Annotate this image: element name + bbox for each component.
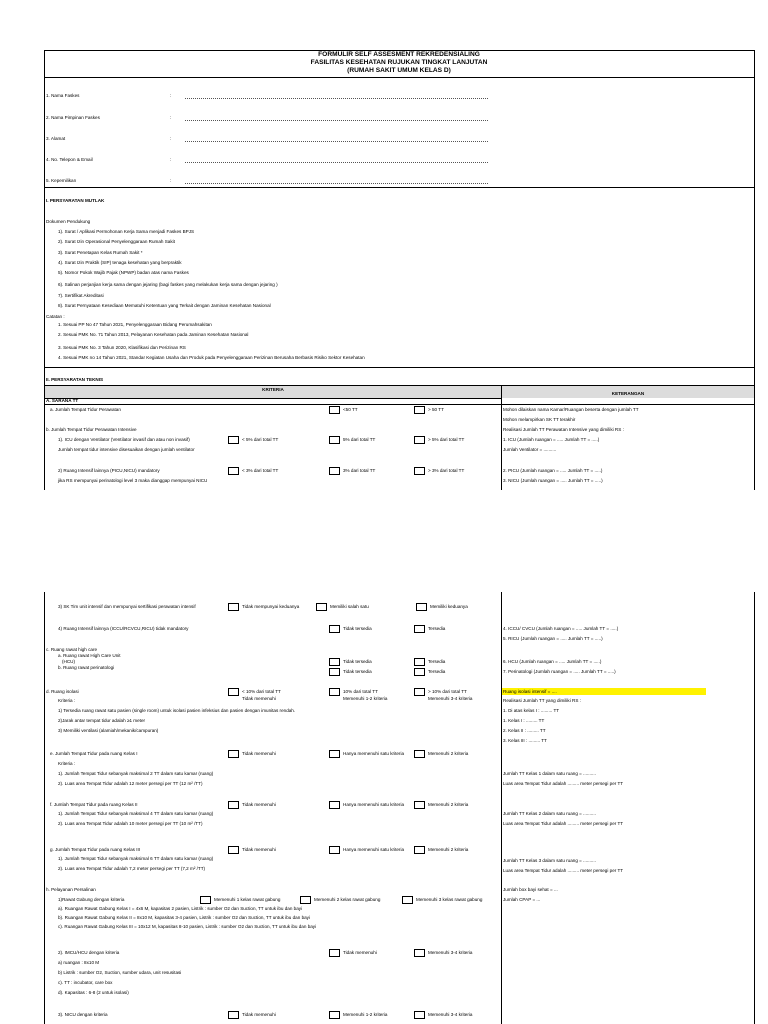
row-3-label: 3) SK Tim unit intensif dan mempunyai sertifikasi perawatan intensif bbox=[58, 604, 196, 609]
checkbox-g-opt3[interactable] bbox=[414, 846, 425, 854]
field-colon: : bbox=[170, 93, 172, 98]
row-b1-label: 1). ICU dengan Ventilator (Ventilator invasif dan atau non invasif) bbox=[58, 437, 190, 442]
row-c-b: b. Ruang rawat perinatologi bbox=[58, 665, 115, 670]
row-b2-ket2: 3. NICU (Jumlah ruangan = ..... Jumlah TT = .....) bbox=[503, 478, 603, 483]
row-h1-criterion: b). Ruangan Rawat Gabung Kelas II = 8x10 M, kapasitas 3-4 pasien, Listrik : sumber O2 dan Suction, TT untuk ibu dan bayi bbox=[58, 915, 310, 920]
checkbox-h1-opt2[interactable] bbox=[300, 896, 311, 904]
field-label-kepemilikan: 5. Kepemilikan bbox=[46, 178, 77, 183]
row-d-label: d. Ruang isolasi bbox=[46, 689, 79, 694]
dokumen-item: 4). Surat Izin Praktik (SIP) tenaga kesehatan yang berpraktik bbox=[58, 260, 182, 265]
checkbox-h1-opt3[interactable] bbox=[402, 896, 413, 904]
row-a-opt2-label: > 50 TT bbox=[428, 407, 444, 412]
row-b2-label: 2) Ruang Intensif lainnya (PICU,NICU) mandatory bbox=[58, 468, 160, 473]
dokumen-item: 1). Surat / Aplikasi Permohonan Kerja Sama menjadi Faskes BPJS bbox=[58, 229, 195, 234]
row-f-criterion: 1). Jumlah Tempat Tidur sebanyak maksimal 4 TT dalam satu kamar (ruang) bbox=[58, 811, 214, 816]
row-h1-label: 1)Rawat Gabung dengan kriteria bbox=[58, 897, 125, 902]
row-b2-opt3-label: > 3% dari total TT bbox=[428, 468, 465, 473]
dokumen-item: 6). Salinan perjanjian kerja sama dengan jejaring (bagi faskes yang melakukan kerja sama dengan jejaring ) bbox=[58, 282, 278, 287]
row-4-ket2: 5. RICU (Jumlah ruangan = ..... Jumlah TT = .....) bbox=[503, 636, 603, 641]
row-3-opt3-label: Memiliki keduanya bbox=[430, 604, 468, 609]
row-b1-opt2-label: 5% dari total TT bbox=[343, 437, 376, 442]
row-h2-criterion: c). TT : incubator, care box bbox=[58, 980, 113, 985]
checkbox-3-opt3[interactable] bbox=[416, 603, 427, 611]
row-d-opt1-label: < 10% dari total TT bbox=[242, 689, 281, 694]
dokumen-item: 8). Surat Pernyataan Kesediaan Mematuhi Ketentuan yang Terkait dengan Jaminan Kesehatan Nasional bbox=[58, 303, 271, 308]
checkbox-f-opt2[interactable] bbox=[329, 801, 340, 809]
column-divider bbox=[501, 592, 502, 1024]
row-g-criterion: 2). Luas area Tempat Tidur adalah 7,2 meter persegi per TT (7,2 m² /TT) bbox=[58, 866, 206, 871]
row-b2-sub: jika RS mempunyai perinatologi level 3 maka dianggap mempunyai NICU bbox=[58, 478, 208, 483]
row-a-ket2: Mohon melampirkan SK TT terakhir bbox=[503, 417, 576, 422]
row-d-opt1b-label: Tidak memenuhi bbox=[242, 696, 276, 701]
dokumen-item: 2). Surat Izin Operasional Penyelenggaraan Rumah Sakit bbox=[58, 239, 175, 244]
checkbox-h2-opt2[interactable] bbox=[414, 949, 425, 957]
checkbox-d-opt1[interactable] bbox=[228, 688, 239, 696]
catatan-label: Catatan : bbox=[46, 314, 65, 319]
row-h-opt2-label: Memenuhi 2 kelas rawat gabung bbox=[314, 897, 381, 902]
row-f-opt2-label: Hanya memenuhi satu kriteria bbox=[343, 802, 405, 807]
field-label-telepon-email: 4. No. Telepon & Email bbox=[46, 157, 93, 162]
row-e-label: e. Jumlah Tempat Tidur pada ruang Kelas I bbox=[50, 751, 138, 756]
row-h2-criterion: d). Kapasitas : 6-8 (2 untuk isolasi) bbox=[58, 990, 129, 995]
dokumen-item: 3). Surat Penetapan Kelas Rumah Sakit * bbox=[58, 250, 143, 255]
row-d-opt2-label: 10% dari total TT bbox=[343, 689, 378, 694]
row-d-opt3b-label: Memenuhi 3-4 kriteria bbox=[428, 696, 473, 701]
column-divider bbox=[501, 386, 502, 490]
row-d-ket5: 3. Kelas III : ......... TT bbox=[503, 738, 547, 743]
checkbox-c-hcu-opt2[interactable] bbox=[414, 658, 425, 666]
checkbox-g-opt1[interactable] bbox=[228, 846, 239, 854]
checkbox-c-perinatologi-opt1[interactable] bbox=[329, 668, 340, 676]
row-h1-criterion: a). Ruangan Rawat Gabung Kelas I = 4x6 M, kapasitas 2 pasien, Listrik : sumber O2 dan Suction, TT untuk ibu dan bayi bbox=[58, 906, 303, 911]
row-f-opt1-label: Tidak memenuhi bbox=[242, 802, 276, 807]
row-d-ket2: 1. Di atas kelas I : ......... TT bbox=[503, 708, 560, 713]
row-e-opt3-label: Memenuhi 2 kriteria bbox=[428, 751, 469, 756]
row-b2-ket1: 2. PICU (Jumlah ruangan = ..... Jumlah TT = .....) bbox=[503, 468, 603, 473]
header-divider-2 bbox=[44, 404, 755, 405]
row-g-opt3-label: Memenuhi 2 kriteria bbox=[428, 847, 469, 852]
row-e-opt2-label: Hanya memenuhi satu kriteria bbox=[343, 751, 405, 756]
checkbox-g-opt2[interactable] bbox=[329, 846, 340, 854]
row-h-opt3-label: Memenuhi 3 kelas rawat gabung bbox=[416, 897, 483, 902]
column-header-kriteria: KRITERIA bbox=[262, 387, 284, 392]
form-page-1 bbox=[0, 0, 768, 490]
row-a-label: a. Jumlah Tempat Tidur Perawatan bbox=[50, 407, 121, 412]
row-f-label: f. Jumlah Tempat Tidur pada ruang Kelas II bbox=[50, 802, 138, 807]
checkbox-a-opt2[interactable] bbox=[414, 406, 425, 414]
field-label-alamat: 3. Alamat bbox=[46, 136, 66, 141]
row-c-opt1-label: Tidak tersedia bbox=[343, 669, 372, 674]
row-c-label: c. Ruang rawat high care bbox=[46, 647, 98, 652]
sub-heading-sarana-tt: A. SARANA TT bbox=[46, 398, 79, 403]
row-f-ket2: Luas area Tempat Tidur adalah ......... meter persegi per TT bbox=[503, 821, 624, 826]
row-c-opt2-label: Tersedia bbox=[428, 659, 446, 664]
checkbox-b1-opt2[interactable] bbox=[329, 436, 340, 444]
dokumen-pendukung-label: Dokumen Pendukung bbox=[46, 219, 91, 224]
field-colon: : bbox=[170, 157, 172, 162]
checkbox-d-opt3[interactable] bbox=[414, 688, 425, 696]
row-b-ket: Realisasi Jumlah TT Perawatan Intensive yang dimiliki RS : bbox=[503, 427, 624, 432]
row-h-label: h. Pelayanan Persalinan bbox=[46, 887, 96, 892]
title-divider bbox=[44, 77, 755, 78]
row-4-opt1-label: Tidak tersedia bbox=[343, 626, 372, 631]
row-h-ket2: Jumlah CPAP = ... bbox=[503, 897, 541, 902]
checkbox-e-opt2[interactable] bbox=[329, 750, 340, 758]
row-e-ket1: Jumlah TT Kelas 1 dalam satu ruang = .......... bbox=[503, 771, 596, 776]
form-page-2 bbox=[0, 592, 768, 1024]
row-g-ket2: Luas area Tempat Tidur adalah ......... meter persegi per TT bbox=[503, 868, 624, 873]
checkbox-h3-opt2[interactable] bbox=[329, 1011, 340, 1019]
form-title-line-3: (RUMAH SAKIT UMUM KELAS D) bbox=[347, 67, 451, 74]
row-b2-opt1-label: < 3% dari total TT bbox=[242, 468, 279, 473]
section-heading-persyaratan-mutlak: I. PERSYARATAN MUTLAK bbox=[46, 198, 105, 203]
form-title-line-1: FORMULIR SELF ASSESMENT REKREDENSIALING bbox=[318, 51, 480, 58]
row-e-ket2: Luas area Tempat Tidur adalah ......... meter persegi per TT bbox=[503, 781, 624, 786]
row-d-ket3: 1. Kelas I : ......... TT bbox=[503, 718, 545, 723]
checkbox-b2-opt2[interactable] bbox=[329, 467, 340, 475]
row-e-opt1-label: Tidak memenuhi bbox=[242, 751, 276, 756]
field-colon: : bbox=[170, 178, 172, 183]
checkbox-f-opt3[interactable] bbox=[414, 801, 425, 809]
dokumen-item: 5). Nomor Pokok Wajib Pajak (NPWP) badan atas nama Faskes bbox=[58, 270, 189, 275]
row-3-opt2-label: Memiliki salah satu bbox=[330, 604, 369, 609]
row-a-ket1: Mohon dilaiskan nama Kamar/Ruangan beserta dengan jumlah TT bbox=[503, 407, 639, 412]
row-g-opt1-label: Tidak memenuhi bbox=[242, 847, 276, 852]
row-d-criterion: 3) Memiliki ventilasi (alamiah/mekanik/campuran) bbox=[58, 728, 159, 733]
row-b1-ket2: Jumlah Ventilator = .......... bbox=[503, 447, 557, 452]
field-input-nama-pimpinan[interactable] bbox=[185, 120, 488, 121]
checkbox-4-opt1[interactable] bbox=[329, 625, 340, 633]
row-c-opt2-label: Tersedia bbox=[428, 669, 446, 674]
row-h2-criterion: a) ruangan : 8x10 M bbox=[58, 960, 100, 965]
row-c-ket1: 6. HCU (Jumlah ruangan = ..... Jumlah TT = .....) bbox=[503, 659, 602, 664]
row-h-ket1: Jumlah box bayi sehat = ... bbox=[503, 887, 558, 892]
row-h1-criterion: c). Ruangan Rawat Gabung Kelas III = 10x12 M, kapasitas 8-10 pasien, Listrik : sumber O2 dan Suction, TT untuk ibu dan bayi bbox=[58, 924, 317, 929]
checkbox-h2-opt1[interactable] bbox=[329, 949, 340, 957]
row-b2-opt2-label: 3% dari total TT bbox=[343, 468, 376, 473]
row-4-opt2-label: Tersedia bbox=[428, 626, 446, 631]
row-h2-opt2-label: Memenuhi 3-4 kriteria bbox=[428, 950, 473, 955]
row-h-opt1-label: Memenuhi 1 kelas rawat gabung bbox=[214, 897, 281, 902]
checkbox-b2-opt3[interactable] bbox=[414, 467, 425, 475]
frame-left bbox=[44, 50, 45, 490]
column-header-keterangan: KETERANGAN bbox=[611, 391, 645, 396]
row-b1-opt1-label: < 5% dari total TT bbox=[242, 437, 279, 442]
catatan-item: 1. Sesuai PP No 47 Tahun 2021, Penyelenggaraan Bidang Perumahsakitan bbox=[58, 322, 212, 327]
checkbox-e-opt1[interactable] bbox=[228, 750, 239, 758]
row-c-opt1-label: Tidak tersedia bbox=[343, 659, 372, 664]
row-e-kriteria: Kriteria : bbox=[58, 761, 76, 766]
checkbox-h3-opt3[interactable] bbox=[414, 1011, 425, 1019]
row-h3-opt2-label: Memenuhi 1-2 kriteria bbox=[343, 1012, 388, 1017]
checkbox-h3-opt1[interactable] bbox=[228, 1011, 239, 1019]
row-h2-opt1-label: Tidak memenuhi bbox=[343, 950, 377, 955]
checkbox-e-opt3[interactable] bbox=[414, 750, 425, 758]
field-label-nama-faskes: 1. Nama Faskes bbox=[46, 93, 80, 98]
row-c-hcu: (HCU) bbox=[62, 659, 76, 664]
checkbox-d-opt2[interactable] bbox=[329, 688, 340, 696]
frame-right bbox=[754, 50, 755, 490]
field-colon: : bbox=[170, 115, 172, 120]
field-label-nama-pimpinan: 2. Nama Pimpinan Faskes bbox=[46, 115, 100, 120]
row-b1-sub: Jumlah tempat tidur intensive disesuaikan dengan jumlah ventilator bbox=[58, 447, 195, 452]
field-input-alamat[interactable] bbox=[185, 141, 488, 142]
catatan-item: 2. Sesuai PMK No. 71 Tahun 2013, Pelayanan Kesehatan pada Jaminan Kesehatan Nasional bbox=[58, 332, 249, 337]
row-b-label: b. Jumlah Tempat Tidur Perawatan Intensive bbox=[46, 427, 137, 432]
frame-right bbox=[754, 592, 755, 1024]
row-f-opt3-label: Memenuhi 2 kriteria bbox=[428, 802, 469, 807]
row-a-opt1-label: <50 TT bbox=[343, 407, 358, 412]
row-c-a: a. Ruang rawat High Care Unit bbox=[58, 653, 121, 658]
field-input-kepemilikan[interactable] bbox=[185, 183, 488, 184]
row-e-criterion: 2). Luas area Tempat Tidur adalah 12 meter persegi per TT (12 m² /TT) bbox=[58, 781, 203, 786]
field-colon: : bbox=[170, 136, 172, 141]
checkbox-c-hcu-opt1[interactable] bbox=[329, 658, 340, 666]
catatan-item: 3. Sesuai PMK No. 3 Tahun 2020, Klasifikasi dan Perizinan RS bbox=[58, 345, 186, 350]
row-4-label: 4) Ruang Intensif lainnya (ICCU/RCVCU,RICU) tidak mandatory bbox=[58, 626, 189, 631]
checkbox-3-opt2[interactable] bbox=[316, 603, 327, 611]
row-b1-ket1: 1. ICU (Jumlah ruangan = ..... Jumlah TT = .....) bbox=[503, 437, 600, 442]
row-d-opt2b-label: Memenuhi 1-2 kriteria bbox=[343, 696, 388, 701]
row-h3-label: 3). NICU dengan kriteria bbox=[58, 1012, 108, 1017]
row-g-ket1: Jumlah TT Kelas 3 dalam satu ruang = .......... bbox=[503, 858, 596, 863]
row-d-ket1: Realisasi Jumlah TT yang dimiliki RS : bbox=[503, 698, 581, 703]
row-d-kriteria: Kriteria : bbox=[58, 698, 76, 703]
row-b1-opt3-label: > 5% dari total TT bbox=[428, 437, 465, 442]
field-input-nama-faskes[interactable] bbox=[185, 98, 488, 99]
row-h3-opt3-label: Memenuhi 3-4 kriteria bbox=[428, 1012, 473, 1017]
checkbox-b1-opt1[interactable] bbox=[228, 436, 239, 444]
checkbox-a-opt1[interactable] bbox=[329, 406, 340, 414]
identity-divider bbox=[44, 187, 755, 188]
dokumen-item: 7). Sertifikat Akreditasi bbox=[58, 293, 104, 298]
checkbox-b1-opt3[interactable] bbox=[414, 436, 425, 444]
catatan-item: 4. Sesuai PMK no 14 Tahun 2021, Standar Kegiatan Usaha dan Produk pada Penyelenggaraan Perizinan Berusaha Berbasis Risiko Sektor Kesehatan bbox=[58, 355, 365, 360]
checkbox-b2-opt1[interactable] bbox=[228, 467, 239, 475]
row-g-criterion: 1). Jumlah Tempat Tidur sebanyak maksimal 6 TT dalam satu kamar (ruang) bbox=[58, 856, 214, 861]
header-divider bbox=[44, 398, 502, 399]
row-h3-opt1-label: Tidak memenuhi bbox=[242, 1012, 276, 1017]
row-c-ket2: 7. Perinatologi (Jumlah ruangan = ..... Jumlah TT = .....) bbox=[503, 669, 616, 674]
checkbox-4-opt2[interactable] bbox=[414, 625, 425, 633]
row-d-ket4: 2. Kelas II : ......... TT bbox=[503, 728, 546, 733]
row-d-criterion: 2)Jarak antar tempat tidur adalah ≥1 meter bbox=[58, 718, 146, 723]
row-d-criterion: 1) Tersedia ruang rawat satu pasien (single room) untuk isolasi pasien infeksius dan pasien dengan imunitas rendah. bbox=[58, 708, 296, 713]
row-f-ket1: Jumlah TT Kelas 2 dalam satu ruang = .......... bbox=[503, 811, 596, 816]
row-d-opt3-label: > 10% dari total TT bbox=[428, 689, 467, 694]
checkbox-c-perinatologi-opt2[interactable] bbox=[414, 668, 425, 676]
section-divider bbox=[44, 367, 755, 368]
row-g-opt2-label: Hanya memenuhi satu kriteria bbox=[343, 847, 405, 852]
row-h2-label: 2). IMCU/HCU dengan kriteria bbox=[58, 950, 120, 955]
section-heading-persyaratan-teknis: II. PERSYARATAN TEKNIS bbox=[46, 377, 104, 382]
form-title-line-2: FASILITAS KESEHATAN RUJUKAN TINGKAT LANJUTAN bbox=[310, 59, 488, 66]
row-g-label: g. Jumlah Tempat Tidur pada ruang Kelas III bbox=[50, 847, 141, 852]
row-h2-criterion: b) Listrik : sumber O2, Suction, sumber udara, unit resusitasi bbox=[58, 970, 182, 975]
checkbox-h1-opt1[interactable] bbox=[200, 896, 211, 904]
row-3-opt1-label: Tidak mempunyai keduanya bbox=[242, 604, 300, 609]
checkbox-3-opt1[interactable] bbox=[228, 603, 239, 611]
frame-left bbox=[44, 592, 45, 1024]
row-f-criterion: 2). Luas area Tempat Tidur adalah 10 meter persegi per TT (10 m² /TT) bbox=[58, 821, 203, 826]
row-e-criterion: 1). Jumlah Tempat Tidur sebanyak maksimal 2 TT dalam satu kamar (ruang) bbox=[58, 771, 214, 776]
checkbox-f-opt1[interactable] bbox=[228, 801, 239, 809]
row-4-ket1: 4. ICCU/ CVCU (Jumlah ruangan = ..... Jumlah TT = .....) bbox=[503, 626, 619, 631]
row-d-ket0: Ruang isolasi intensif = .... bbox=[503, 689, 557, 694]
field-input-telepon-email[interactable] bbox=[185, 162, 488, 163]
